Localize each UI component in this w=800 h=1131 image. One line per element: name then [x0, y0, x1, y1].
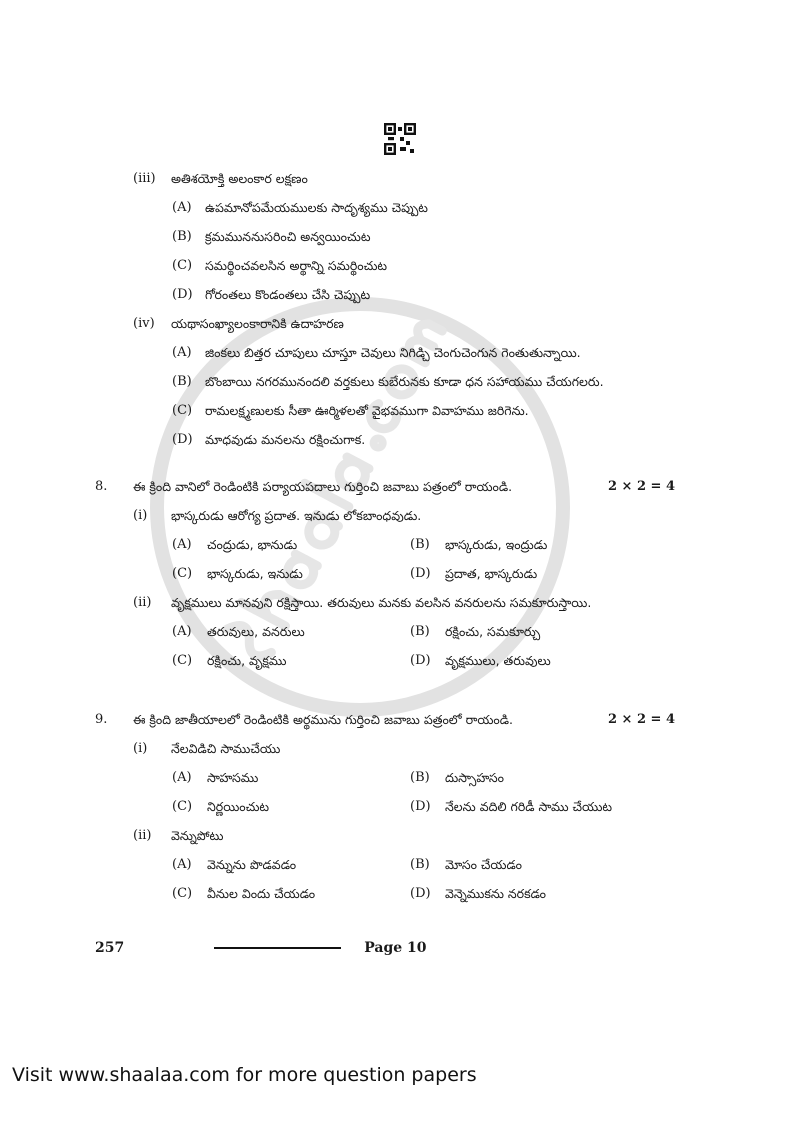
option-label: (B)	[172, 229, 192, 244]
option	[172, 565, 410, 594]
option-text: రామలక్ష్మణులకు సీతా ఊర్మిళలతో వైభవముగా వివాహము జరిగెను.	[205, 403, 529, 418]
option-text: భాస్కరుడు, ఇంద్రుడు	[445, 537, 548, 552]
option-text: గోరంతలు కొండంతలు చేసి చెప్పుట	[205, 287, 371, 302]
option-label: (B)	[410, 857, 430, 872]
option-text: భాస్కరుడు, ఇనుడు	[207, 566, 303, 581]
option-label: (C)	[172, 886, 193, 901]
option-text: తరువులు, వనరులు	[207, 624, 305, 639]
options-grid	[95, 856, 675, 914]
option-label: (C)	[172, 403, 193, 418]
question-9	[95, 711, 675, 740]
option	[95, 344, 675, 373]
option	[410, 536, 675, 565]
option-text: రక్షించు, వృక్షము	[207, 653, 287, 668]
option-text: వెన్నెముకను నరకడం	[445, 886, 547, 901]
option-label: (A)	[172, 624, 192, 639]
subq-text: వెన్నుపోటు	[171, 828, 224, 843]
option	[95, 228, 675, 257]
option-text: దుస్సాహసం	[445, 770, 505, 785]
subq-number: (i)	[133, 508, 148, 523]
option	[410, 798, 675, 827]
option-text: మోసం చేయడం	[445, 857, 522, 872]
option-label: (C)	[172, 653, 193, 668]
option	[172, 623, 410, 652]
option	[410, 856, 675, 885]
option-text: సాహసము	[207, 770, 259, 785]
option	[172, 885, 410, 914]
option-label: (B)	[410, 770, 430, 785]
subq-number: (ii)	[133, 595, 152, 610]
option	[410, 565, 675, 594]
option-label: (D)	[410, 886, 431, 901]
question-number: 8.	[95, 479, 108, 494]
option-text: ఉపమానోపమేయములకు సాదృశ్యము చెప్పుట	[205, 200, 428, 215]
option-label: (C)	[172, 258, 193, 273]
question-text: ఈ క్రింది జాతీయాలలో రెండింటికి అర్థమును గుర్తించి జవాబు పత్రంలో రాయండి.	[133, 712, 513, 727]
option-text: ప్రదాత, భాస్కరుడు	[445, 566, 538, 581]
options-grid	[95, 536, 675, 594]
option	[95, 257, 675, 286]
subq-text: అతిశయోక్తి అలంకార లక్షణం	[171, 171, 308, 186]
option-label: (B)	[172, 374, 192, 389]
marks: 2 × 2 = 4	[607, 712, 675, 727]
option-text: చంద్రుడు, భానుడు	[207, 537, 298, 552]
page-number: Page 10	[364, 940, 427, 956]
page-footer	[95, 940, 675, 956]
subquestion	[95, 315, 675, 344]
subq-number: (iii)	[133, 171, 156, 186]
shaalaa-link[interactable]: Visit www.shaalaa.com for more question papers	[12, 1064, 477, 1086]
option-label: (D)	[172, 432, 193, 447]
subquestion	[95, 507, 675, 536]
option-label: (D)	[410, 799, 431, 814]
subq-number: (iv)	[133, 316, 155, 331]
option	[95, 402, 675, 431]
option-label: (B)	[410, 537, 430, 552]
option-text: బొంబాయి నగరమునందలి వర్తకులు కుబేరునకు కూడా ధన సహాయము చేయగలరు.	[205, 374, 604, 389]
option-text: మాధవుడు మనలను రక్షించుగాక.	[205, 432, 366, 447]
option	[95, 373, 675, 402]
option-text: నేలను వదిలి గరిడీ సాము చేయుట	[445, 799, 613, 814]
footer-rule	[214, 947, 341, 949]
option	[410, 652, 675, 681]
options-grid	[95, 769, 675, 827]
option	[172, 856, 410, 885]
option-text: రక్షించు, సమకూర్చు	[445, 624, 541, 639]
option-text: సమర్థించవలసిన అర్థాన్ని సమర్థించుట	[205, 258, 388, 273]
option-text: క్రమముననుసరించి అన్వయించుట	[205, 229, 371, 244]
option-label: (C)	[172, 566, 193, 581]
option	[95, 199, 675, 228]
question-8	[95, 478, 675, 507]
subquestion	[95, 594, 675, 623]
option-text: వీనుల విందు చేయడం	[207, 886, 316, 901]
option	[172, 798, 410, 827]
option-label: (D)	[172, 287, 193, 302]
option-label: (A)	[172, 200, 192, 215]
subq-number: (i)	[133, 741, 148, 756]
option-text: వెన్నును పొడవడం	[207, 857, 297, 872]
option-label: (D)	[410, 566, 431, 581]
option-label: (C)	[172, 799, 193, 814]
option-label: (A)	[172, 857, 192, 872]
option-text: వృక్షములు, తరువులు	[445, 653, 551, 668]
subq-number: (ii)	[133, 828, 152, 843]
subquestion	[95, 827, 675, 856]
option	[172, 652, 410, 681]
subq-text: యథాసంఖ్యాలంకారానికి ఉదాహరణ	[171, 316, 344, 331]
option	[95, 431, 675, 460]
subquestion	[95, 170, 675, 199]
option-label: (A)	[172, 345, 192, 360]
qr-code-icon	[384, 123, 416, 155]
option	[172, 769, 410, 798]
subquestion	[95, 740, 675, 769]
option	[172, 536, 410, 565]
paper-code: 257	[95, 940, 125, 956]
option	[410, 769, 675, 798]
subq-text: భాస్కరుడు ఆరోగ్య ప్రదాత. ఇనుడు లోకబాంధవుడు.	[171, 508, 422, 523]
marks: 2 × 2 = 4	[607, 479, 675, 494]
subq-text: నేలవిడిచి సాముచేయు	[171, 741, 281, 756]
question-number: 9.	[95, 712, 108, 727]
option-label: (B)	[410, 624, 430, 639]
option	[95, 286, 675, 315]
subq-text: వృక్షములు మానవుని రక్షిస్తాయి. తరువులు మనకు వలసిన వనరులను సమకూరుస్తాయి.	[171, 595, 592, 610]
options-grid	[95, 623, 675, 681]
option	[410, 885, 675, 914]
option-label: (A)	[172, 770, 192, 785]
question-text: ఈ క్రింది వానిలో రెండింటికి పర్యాయపదాలు గుర్తించి జవాబు పత్రంలో రాయండి.	[133, 479, 513, 494]
option-text: జింకలు బిత్తర చూపులు చూస్తూ చెవులు నిగిడ్చి చెంగుచెంగున గెంతుతున్నాయి.	[205, 345, 581, 360]
option	[410, 623, 675, 652]
option-label: (A)	[172, 537, 192, 552]
option-label: (D)	[410, 653, 431, 668]
question-content	[95, 170, 675, 956]
option-text: నిర్ణయించుట	[207, 799, 270, 814]
